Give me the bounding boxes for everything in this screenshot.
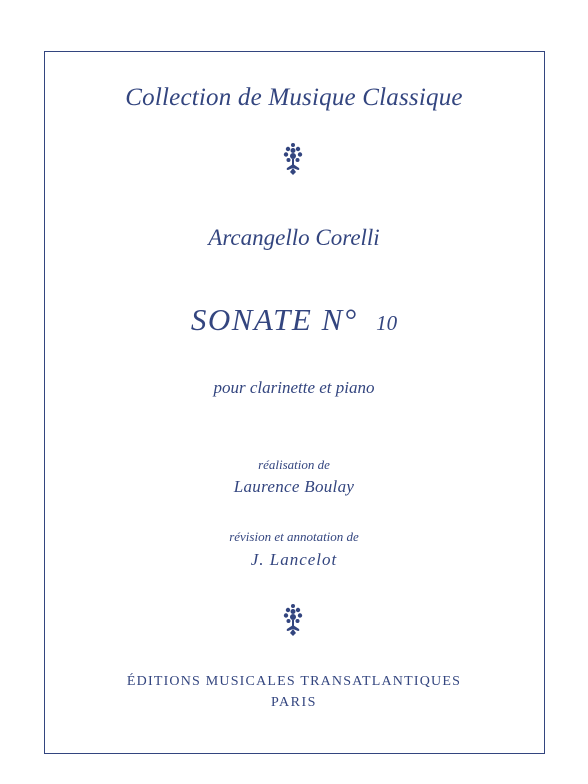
sonata-title-main: SONATE N° (190, 302, 358, 337)
publisher-city: PARIS (271, 695, 317, 710)
sonata-number: 10 (376, 311, 398, 335)
revision-name: J. Lancelot (250, 550, 338, 569)
sonata-title (0, 302, 588, 338)
realisation-label: réalisation de (258, 457, 330, 472)
composer-name: Arcangello Corelli (208, 225, 380, 250)
fleuron-ornament-icon (281, 603, 305, 637)
fleuron-ornament-icon (281, 142, 305, 176)
instrumentation-subtitle: pour clarinette et piano (213, 378, 375, 397)
revision-label: révision et annotation de (229, 529, 359, 544)
publisher-name: ÉDITIONS MUSICALES TRANSATLANTIQUES (126, 674, 462, 689)
collection-title: Collection de Musique Classique (125, 84, 463, 111)
realisation-name: Laurence Boulay (233, 477, 355, 496)
